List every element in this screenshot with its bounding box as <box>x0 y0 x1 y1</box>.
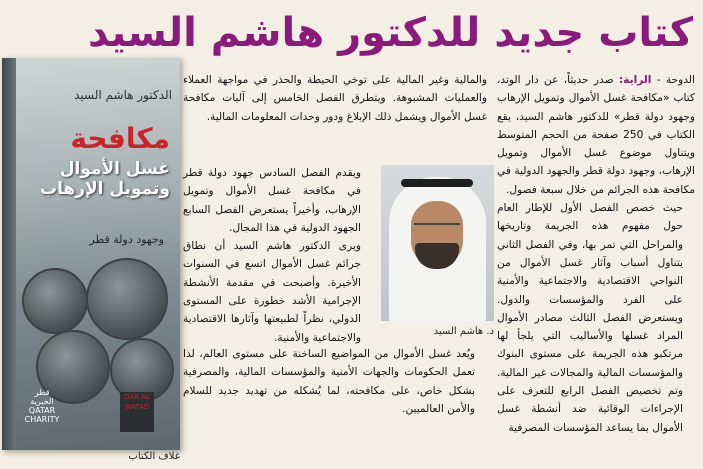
book-title <box>40 122 170 199</box>
book-title-line-3: وتمويل الإرهاب <box>39 179 170 199</box>
coins-image <box>16 258 180 408</box>
coin-2 <box>86 258 168 340</box>
author-portrait <box>381 165 494 321</box>
book-spine <box>2 58 16 450</box>
article-paragraph-4: ويقدم الفصل السادس جهود دولة قطر في مكافحة غسل الأموال وتمويل الإرهاب، وأخيراً يستعرض الفصل السابع الجهود الدولية في هذا المجال. <box>183 167 361 234</box>
book-subtitle: وجهود دولة قطر <box>89 233 164 246</box>
coin-1 <box>22 268 88 334</box>
qatar-charity-logo: قطر الخيرية QATAR CHARITY <box>24 388 60 424</box>
article-column-mid-low <box>183 345 487 418</box>
lead-place: الدوحة - <box>656 74 695 86</box>
publisher-logo: DAR AL WATAD <box>120 392 154 432</box>
article-paragraph-5: ويرى الدكتور هاشم السيد أن نطاق جرائم غسل الأموال اتسع في السنوات الأخيرة. وأصبحت في مقدمة الأنشطة الإجرامية الأشد خطورة على المستوى الدولي، نظراً لطبيعتها وآثارها الاقتصادية والاجتماعية والأمنية. <box>183 240 361 344</box>
book-title-line-2: غسل الأموال <box>59 159 170 179</box>
book-title-line-1: مكافحة <box>70 122 170 155</box>
book-cover <box>2 58 180 450</box>
article-paragraph-1 <box>497 71 695 199</box>
headline: كتاب جديد للدكتور هاشم السيد <box>87 10 693 56</box>
article-paragraph-3: والمالية وغير المالية على توخي الحيطة والحذر في مواجهة العملاء والعمليات المشبوهة. ويتطرق الفصل الخامس إلى آليات مكافحة غسل الأموال ويشمل ذلك الإبلاغ ودور وحدات المعلومات المالية. <box>183 74 487 123</box>
lead-source: الراية: <box>618 74 652 86</box>
book-author: الدكتور هاشم السيد <box>74 88 172 102</box>
portrait-agal <box>401 179 473 187</box>
article-paragraph-2: حيث خصص الفصل الأول للإطار العام حول مفهوم هذه الجريمة وتاريخها والمراحل التي تمر بها، وفي الفصل الثاني يتناول أسباب وآثار غسل الأموال من النواحي الاقتصادية والاجتماعية والأمنية على الفرد والمؤسسات والدول. ويستعرض الفصل الثالث مصادر الأموال المراد غسلها والأساليب التي يلجأ لها مرتكبو هذه الجريمة على مستوى البنوك والمؤسسات المالية والمجالات غير المالية. وتم تخصيص الفصل الرابع للتعرف على الإجراءات الوقائية ضد أنشطة غسل الأموال بما يساعد المؤسسات المصرفية <box>497 202 683 434</box>
portrait-caption: د. هاشم السيد <box>433 326 494 337</box>
article-paragraph-6: ويُعد غسل الأموال من المواضيع الساخنة على مستوى العالم، لذا تعمل الحكومات والجهات الأمنية والمؤسسات المالية، والمصرفية بشكل خاص، على مكافحته، لما يُشكله من تهديد جديد للسلام والأمن العالميين. <box>183 348 475 415</box>
article-column-right <box>497 71 695 437</box>
cover-caption: غلاف الكتاب <box>128 451 180 462</box>
article-paragraph-1-text: صدر حديثاً، عن دار الوتد، كتاب «مكافحة غسل الأموال وتمويل الإرهاب وجهود دولة قطر» للدكتور هاشم السيد، يقع الكتاب في 250 صفحة من الحجم المتوسط ويتناول موضوع غسل الأموال وتمويل الإرهاب، وجهود دولة قطر والجهود الدولية في مكافحة هذه الجرائم من خلال سبعة فصول. <box>497 74 695 196</box>
article-column-mid-top <box>183 71 487 126</box>
article-column-mid-narrow <box>183 164 373 347</box>
portrait-glasses <box>414 223 460 235</box>
